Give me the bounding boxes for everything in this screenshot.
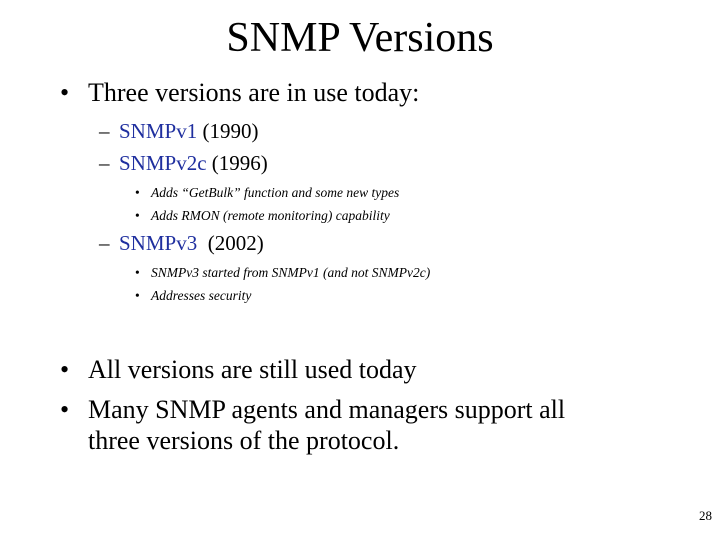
version-name: SNMPv2c <box>119 151 207 175</box>
bullet-text: Three versions are in use today: <box>88 78 420 107</box>
subitem-text <box>119 230 264 256</box>
note-marker: • <box>135 265 140 280</box>
dash-marker: – <box>99 231 110 255</box>
bullet-text: All versions are still used today <box>88 355 417 384</box>
note-text: Adds RMON (remote monitoring) capability <box>151 208 390 223</box>
bullet-marker: • <box>60 355 70 384</box>
dash-marker: – <box>99 119 110 143</box>
version-name: SNMPv3 <box>119 231 198 255</box>
note-marker: • <box>135 185 140 200</box>
note-text: Adds “GetBulk” function and some new types <box>151 185 400 200</box>
dash-marker: – <box>99 151 110 175</box>
bullet-text-line2: three versions of the protocol. <box>88 426 400 455</box>
version-year: (1996) <box>206 151 268 175</box>
bullet-marker: • <box>60 78 70 107</box>
version-year: (2002) <box>197 231 264 255</box>
bullet-marker: • <box>60 395 70 424</box>
slide-title: SNMP Versions <box>226 15 494 61</box>
subitem-text <box>119 150 268 176</box>
version-year: (1990) <box>197 119 259 143</box>
version-name: SNMPv1 <box>119 119 198 143</box>
subitem-text <box>119 118 258 144</box>
page-number: 28 <box>699 508 712 523</box>
note-text: Addresses security <box>151 288 252 303</box>
note-marker: • <box>135 208 140 223</box>
bullet-text-line1: Many SNMP agents and managers support all <box>88 395 566 424</box>
note-marker: • <box>135 288 140 303</box>
note-text: SNMPv3 started from SNMPv1 (and not SNMPv2c) <box>151 265 431 280</box>
